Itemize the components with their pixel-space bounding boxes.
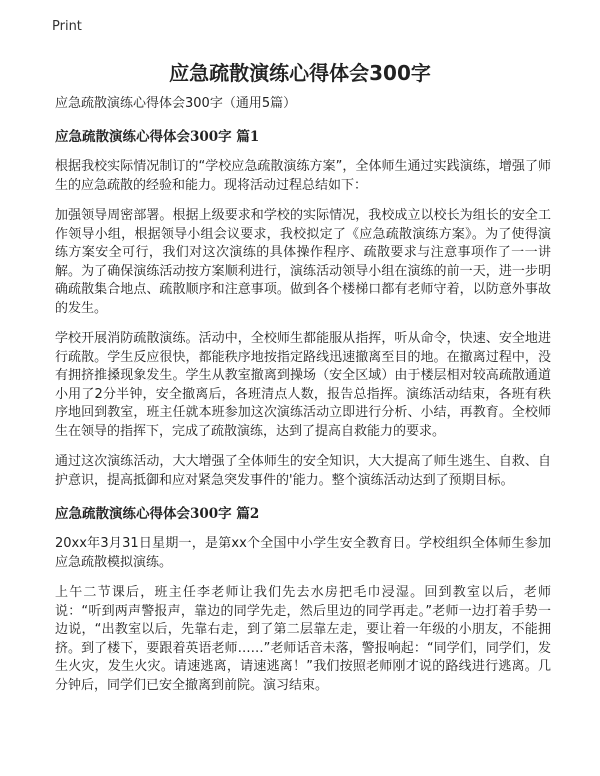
paragraph: 上午二节课后，班主任李老师让我们先去水房把毛巾浸湿。回到教室以后，老师说：“听到两声警报声，靠边的同学先走，然后里边的同学再走。”老师一边打着手势一边说，“出教室以后，先靠右走，到了第二层靠左走，要让着一年级的小朋友，不能拥挤。到了楼下，要跟着英语老师……”老师话音未落，警报响起：“同学们，同学们，发生火灾，发生火灾。请速逃离，请速逃离！”我们按照老师刚才说的路线进行逃离。几分钟后，同学们已安全撤离到前院。演习结束。 — [55, 585, 551, 693]
section-2 — [55, 502, 551, 695]
paragraph: 20xx年3月31日星期一，是第xx个全国中小学生安全教育日。学校组织全体师生参加应急疏散模拟演练。 — [55, 536, 551, 570]
paragraph: 根据我校实际情况制订的“学校应急疏散演练方案”，全体师生通过实践演练，增强了师生的应急疏散的经验和能力。现将活动过程总结如下： — [55, 159, 551, 193]
article-subtitle: 应急疏散演练心得体会300字（通用5篇） — [55, 96, 297, 111]
article-body — [55, 92, 551, 707]
paragraph: 学校开展消防疏散演练。活动中，全校师生都能服从指挥，听从命令，快速、安全地进行疏散。学生反应很快，都能秩序地按指定路线迅速撤离至目的地。在撤离过程中，没有拥挤推搡现象发生。学生从教室撤离到操场（安全区域）由于楼层相对较高疏散通道小用了2分半钟，安全撤离后，各班清点人数，报告总指挥。演练活动结束，各班有秩序地回到教室，班主任就本班参加这次演练活动立即进行分析、小结，再教育。全校师生在领导的指挥下，完成了疏散演练，达到了提高自救能力的要求。 — [55, 331, 551, 439]
section-heading: 应急疏散演练心得体会300字 篇1 — [55, 129, 260, 145]
paragraph: 通过这次演练活动，大大增强了全体师生的安全知识，大大提高了师生逃生、自救、自护意识，提高抵御和应对紧急突发事件的'能力。整个演练活动达到了预期目标。 — [55, 454, 551, 488]
section-heading: 应急疏散演练心得体会300字 篇2 — [55, 506, 260, 522]
section-1 — [55, 125, 551, 490]
print-link[interactable]: Print — [52, 19, 82, 34]
paragraph: 加强领导周密部署。根据上级要求和学校的实际情况，我校成立以校长为组长的安全工作领导小组，根据领导小组会议要求，我校拟定了《应急疏散演练方案》。为了使得演练方案安全可行，我们对这次演练的具体操作程序、疏散要求与注意事项作了一一讲解。为了确保演练活动按方案顺利进行，演练活动领导小组在演练的前一天，进一步明确疏散集合地点、疏散顺序和注意事项。做到各个楼梯口都有老师守着，以防意外事故的发生。 — [55, 208, 551, 316]
page-title: 应急疏散演练心得体会300字 — [169, 61, 431, 85]
